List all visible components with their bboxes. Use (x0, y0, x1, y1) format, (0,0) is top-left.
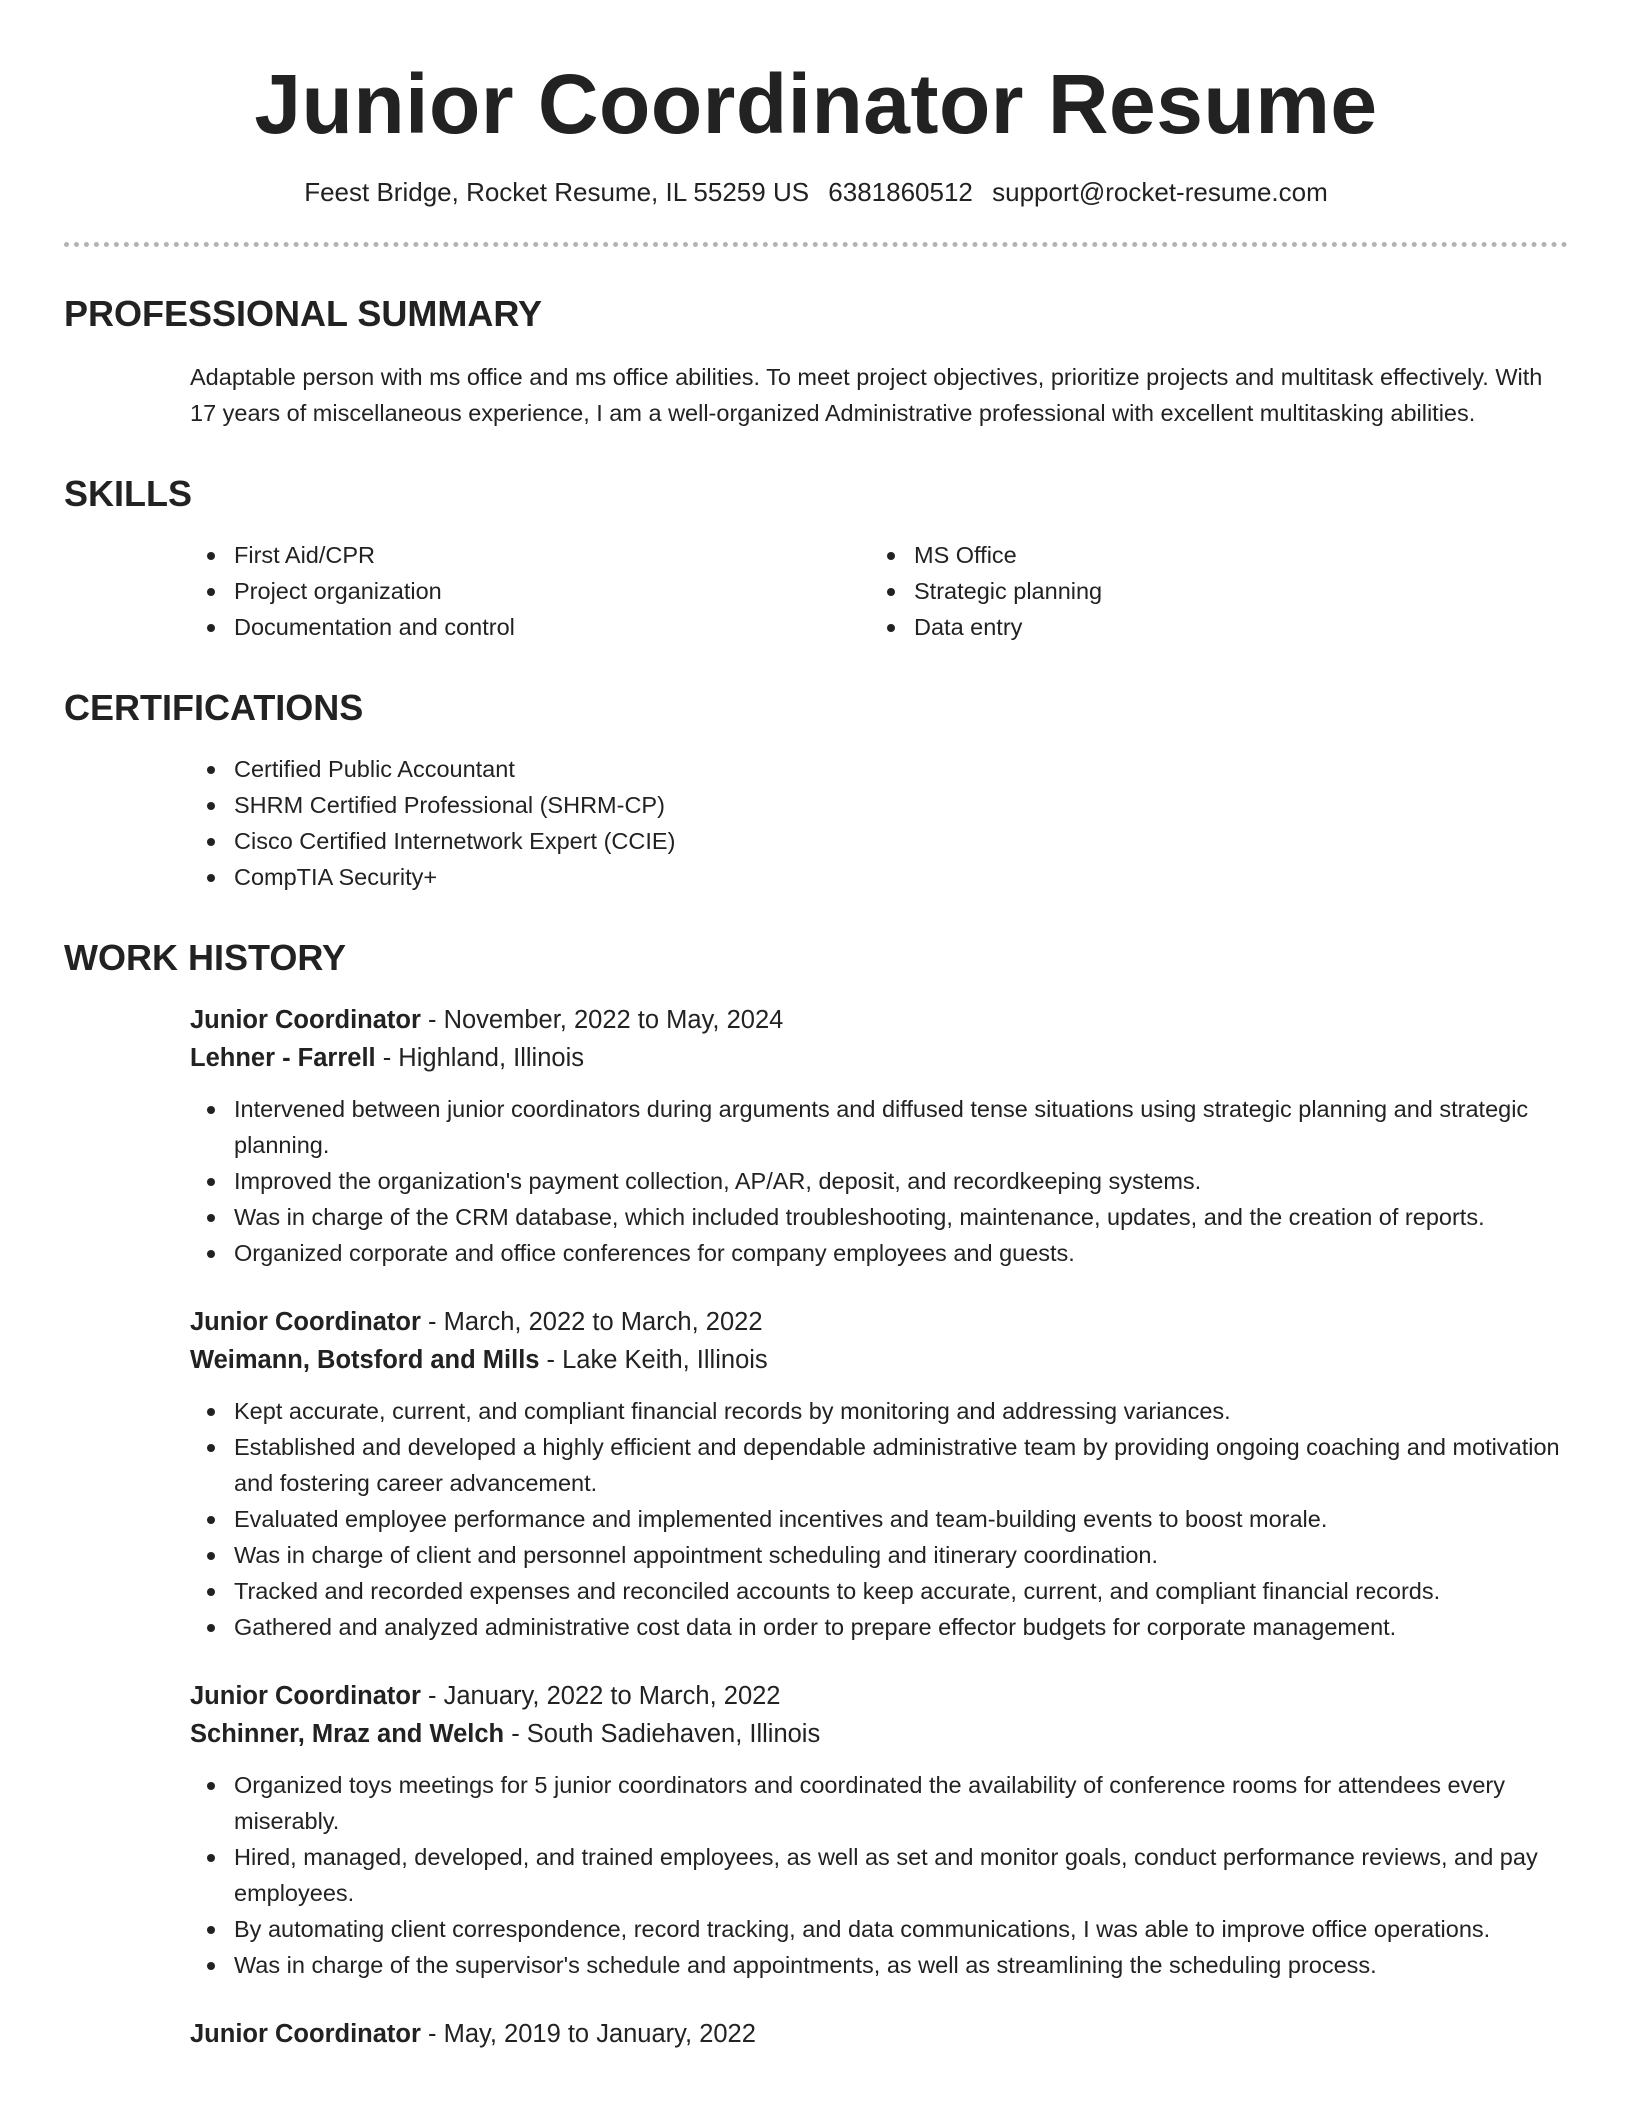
job-company-line (190, 1341, 1568, 1379)
job-bullet: Was in charge of the supervisor's schedule and appointments, as well as streamlining the scheduling process. (190, 1947, 1568, 1983)
certifications-list (190, 751, 1632, 895)
job-title-line (190, 2015, 1568, 2053)
job-bullet: Improved the organization's payment collection, AP/AR, deposit, and recordkeeping systems. (190, 1163, 1568, 1199)
skill-item: First Aid/CPR (190, 537, 870, 573)
summary-text: Adaptable person with ms office and ms office abilities. To meet project objectives, prioritize projects and multitask effectively. With 17 years of miscellaneous experience, I am a well-organized Administrative professional with excellent multitasking abilities. (190, 363, 1543, 426)
job-bullet: Organized toys meetings for 5 junior coordinators and coordinated the availability of conference rooms for attendees every miserably. (190, 1767, 1568, 1839)
job-location: - Highland, Illinois (375, 1043, 584, 1072)
job-location: - South Sadiehaven, Illinois (504, 1719, 821, 1748)
work-jobs (0, 1001, 1632, 2053)
skill-item: Documentation and control (190, 609, 870, 645)
job-bullet: Established and developed a highly efficient and dependable administrative team by providing ongoing coaching and motivation and fostering career advancement. (190, 1429, 1568, 1501)
contact-phone: 6381860512 (828, 176, 973, 207)
job-entry (190, 1677, 1568, 1983)
job-bullets (190, 1091, 1568, 1271)
job-bullet: Evaluated employee performance and implemented incentives and team-building events to boost morale. (190, 1501, 1568, 1537)
skill-item: MS Office (870, 537, 1550, 573)
skill-item: Project organization (190, 573, 870, 609)
work-history-heading: WORK HISTORY (64, 936, 347, 978)
job-bullet: Hired, managed, developed, and trained employees, as well as set and monitor goals, conduct performance reviews, and pay employees. (190, 1839, 1568, 1911)
job-dates: - March, 2022 to March, 2022 (420, 1307, 763, 1336)
summary-heading: PROFESSIONAL SUMMARY (64, 292, 543, 334)
certification-item: Cisco Certified Internetwork Expert (CCIE) (190, 823, 1632, 859)
job-bullet: Tracked and recorded expenses and reconciled accounts to keep accurate, current, and compliant financial records. (190, 1573, 1568, 1609)
job-company-line (190, 1039, 1568, 1077)
job-title-line (190, 1001, 1568, 1039)
job-role: Junior Coordinator (190, 1681, 421, 1710)
job-dates: - January, 2022 to March, 2022 (420, 1681, 781, 1710)
job-bullet: Was in charge of the CRM database, which included troubleshooting, maintenance, updates, and the creation of reports. (190, 1199, 1568, 1235)
certification-item: SHRM Certified Professional (SHRM-CP) (190, 787, 1632, 823)
skills-heading: SKILLS (64, 472, 193, 514)
job-entry (190, 1001, 1568, 1271)
skill-item: Data entry (870, 609, 1550, 645)
job-bullets (190, 1393, 1568, 1645)
job-bullet: Was in charge of client and personnel appointment scheduling and itinerary coordination. (190, 1537, 1568, 1573)
resume-title: Junior Coordinator Resume (254, 57, 1378, 151)
contact-line (0, 177, 1632, 208)
skills-columns (190, 537, 1632, 645)
job-bullet: Kept accurate, current, and compliant financial records by monitoring and addressing variances. (190, 1393, 1568, 1429)
certification-item: Certified Public Accountant (190, 751, 1632, 787)
certifications-heading: CERTIFICATIONS (64, 686, 364, 728)
job-title-line (190, 1677, 1568, 1715)
job-entry (190, 1303, 1568, 1645)
job-role: Junior Coordinator (190, 1005, 421, 1034)
job-role: Junior Coordinator (190, 2019, 421, 2048)
job-dates: - May, 2019 to January, 2022 (420, 2019, 756, 2048)
job-title-line (190, 1303, 1568, 1341)
job-entry (190, 2015, 1568, 2053)
job-dates: - November, 2022 to May, 2024 (420, 1005, 784, 1034)
job-company-line (190, 1715, 1568, 1753)
job-bullet: By automating client correspondence, record tracking, and data communications, I was able to improve office operations. (190, 1911, 1568, 1947)
header-divider (64, 242, 1568, 247)
contact-email: support@rocket-resume.com (992, 176, 1328, 207)
skills-right-column (870, 537, 1550, 645)
certification-item: CompTIA Security+ (190, 859, 1632, 895)
job-company: Lehner - Farrell (190, 1043, 376, 1072)
job-company: Schinner, Mraz and Welch (190, 1719, 505, 1748)
job-bullet: Gathered and analyzed administrative cost data in order to prepare effector budgets for corporate management. (190, 1609, 1568, 1645)
certifications-section (0, 687, 1632, 895)
job-location: - Lake Keith, Illinois (539, 1345, 768, 1374)
job-bullet: Intervened between junior coordinators during arguments and diffused tense situations using strategic planning and strategic planning. (190, 1091, 1568, 1163)
job-company: Weimann, Botsford and Mills (190, 1345, 540, 1374)
skills-section (0, 473, 1632, 645)
work-history-section (0, 937, 1632, 2053)
job-role: Junior Coordinator (190, 1307, 421, 1336)
skills-left-column (190, 537, 870, 645)
contact-address: Feest Bridge, Rocket Resume, IL 55259 US (304, 176, 810, 207)
job-bullet: Organized corporate and office conferences for company employees and guests. (190, 1235, 1568, 1271)
skill-item: Strategic planning (870, 573, 1550, 609)
summary-section (0, 293, 1632, 431)
job-bullets (190, 1767, 1568, 1983)
